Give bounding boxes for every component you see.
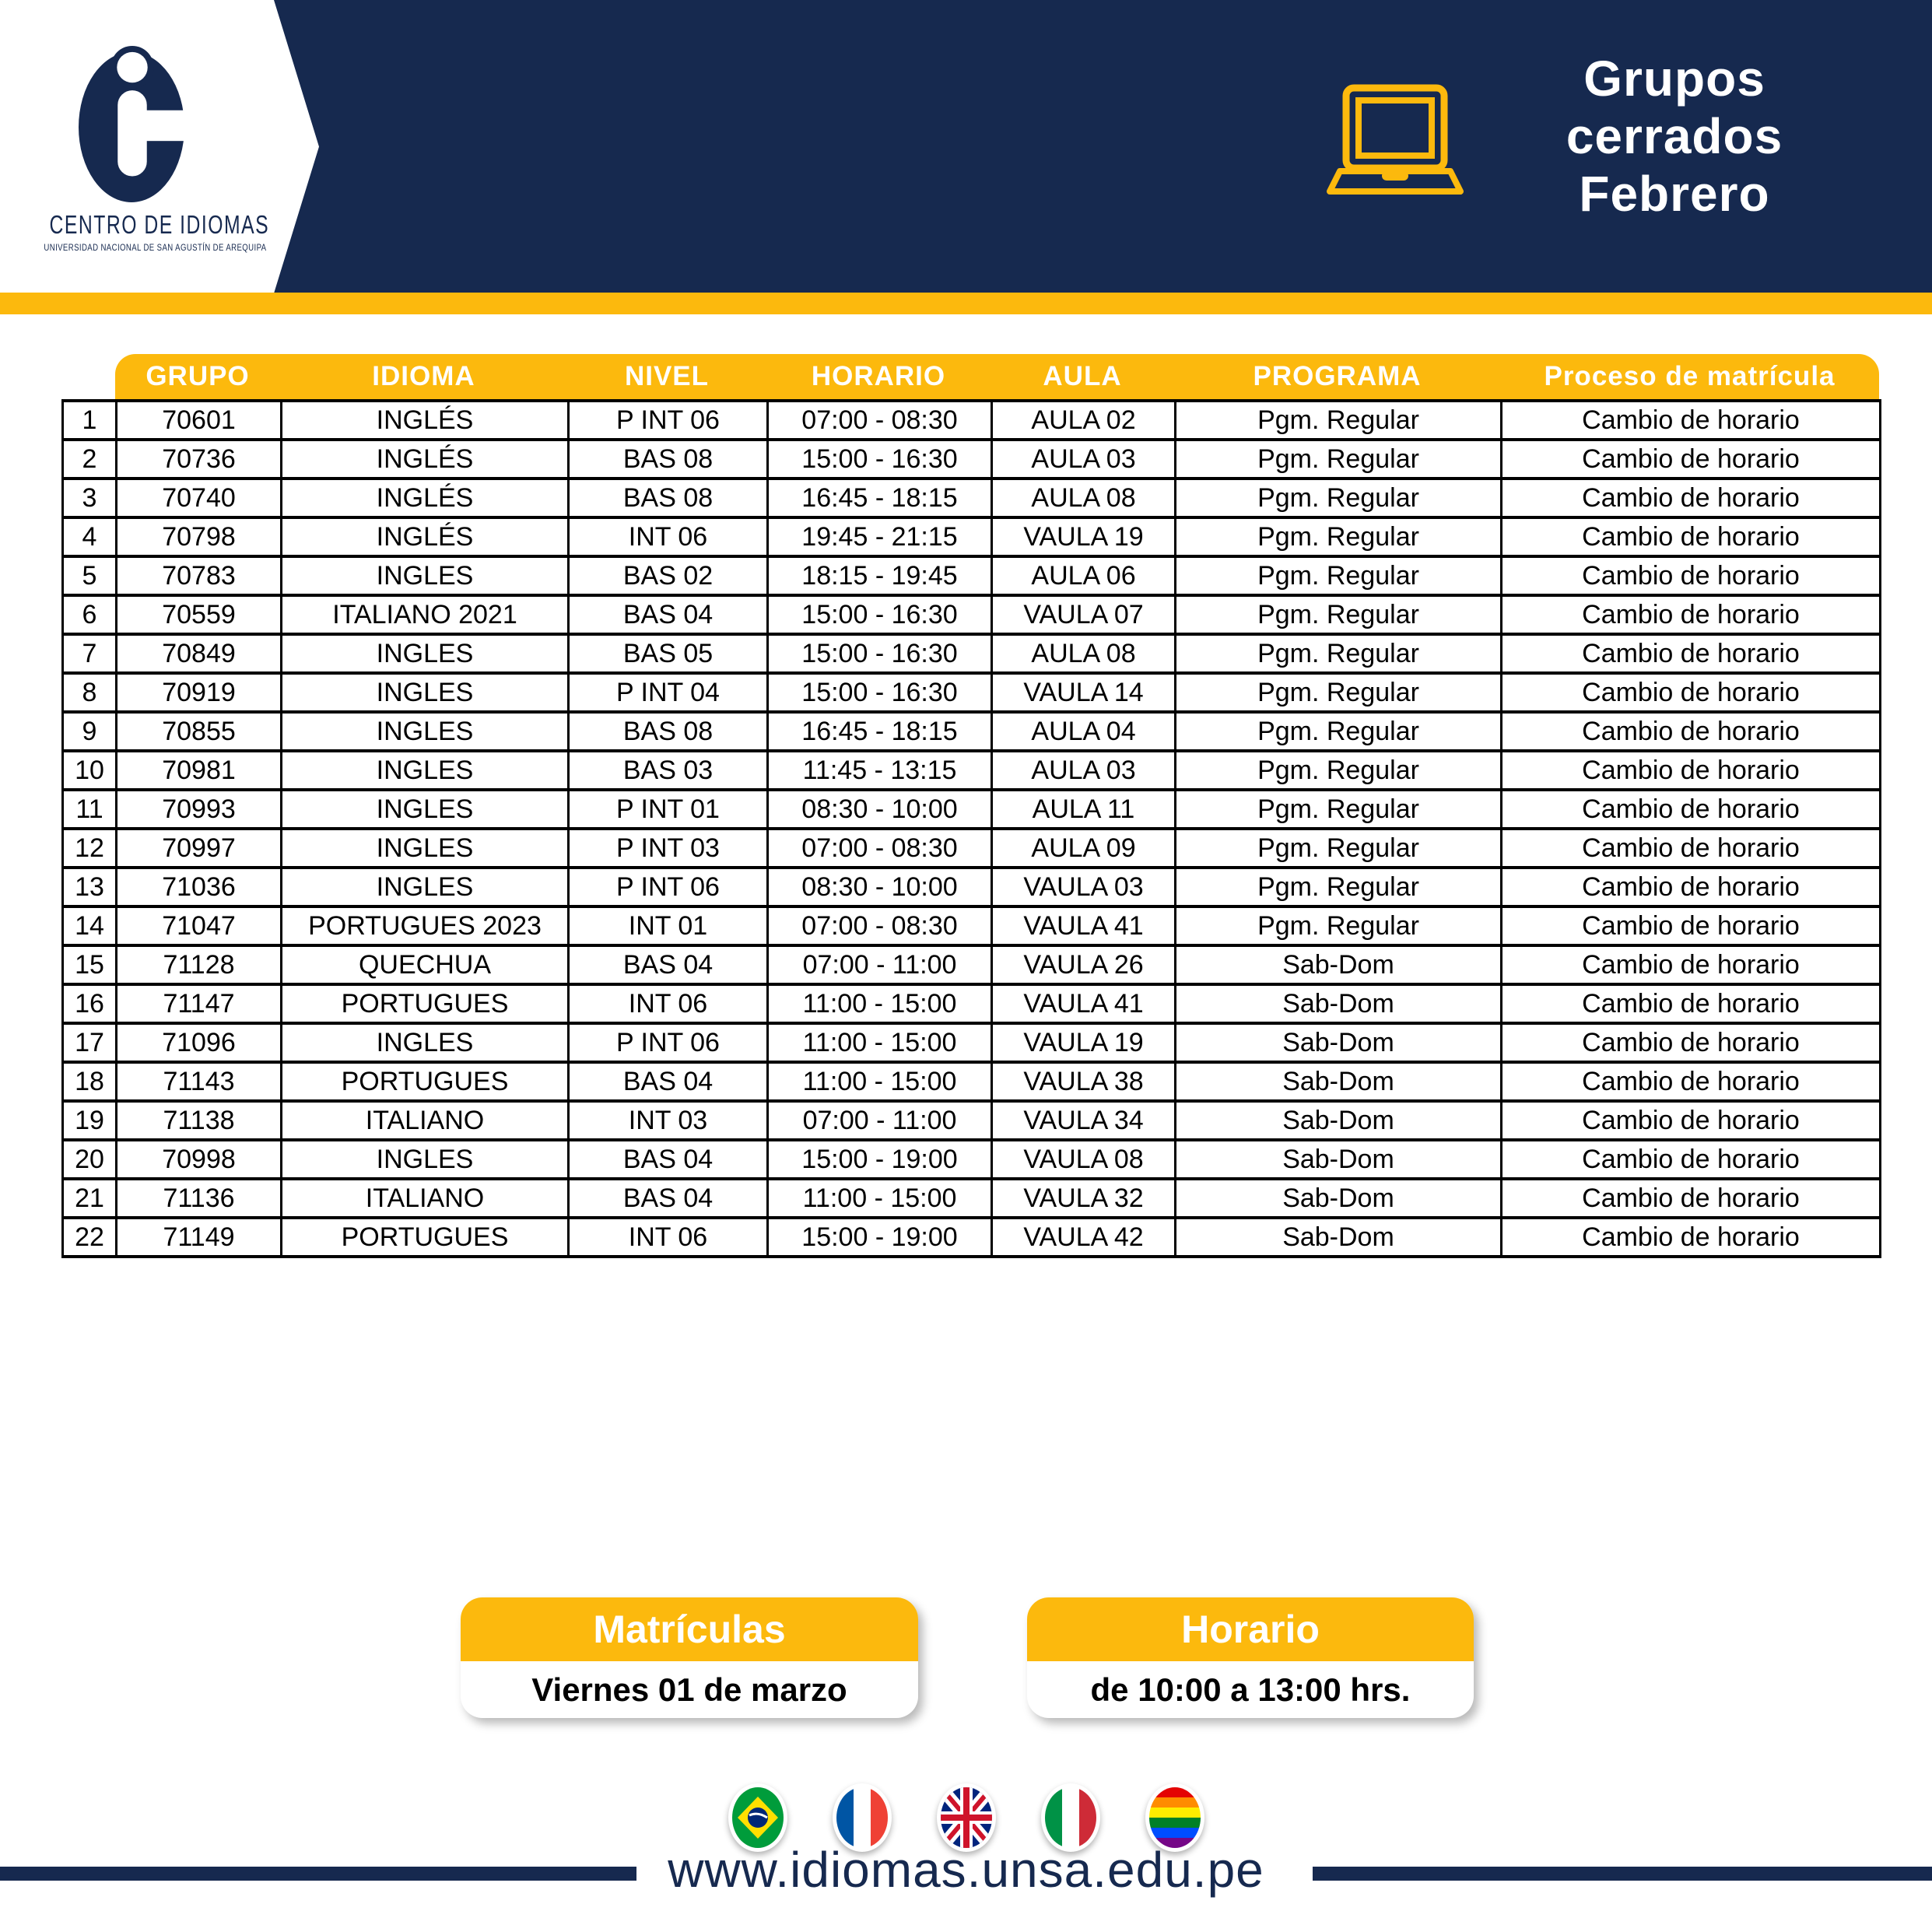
- cell-horario: 07:00 - 11:00: [768, 945, 992, 984]
- cell-nivel: BAS 04: [569, 1179, 768, 1218]
- cell-num: 16: [63, 984, 117, 1023]
- cell-proceso: Cambio de horario: [1502, 1140, 1881, 1179]
- table-row: [63, 1062, 1881, 1101]
- cell-grupo: 71036: [117, 868, 282, 906]
- table-row: [63, 440, 1881, 479]
- cell-idioma: INGLES: [282, 868, 569, 906]
- cell-num: 11: [63, 790, 117, 829]
- cell-programa: Pgm. Regular: [1176, 906, 1502, 945]
- table-row: [63, 712, 1881, 751]
- cell-num: 19: [63, 1101, 117, 1140]
- cell-idioma: INGLÉS: [282, 479, 569, 517]
- cell-grupo: 70993: [117, 790, 282, 829]
- cell-nivel: BAS 02: [569, 556, 768, 595]
- cell-grupo: 70919: [117, 673, 282, 712]
- cell-aula: VAULA 34: [992, 1101, 1176, 1140]
- cell-nivel: INT 06: [569, 517, 768, 556]
- cell-grupo: 70736: [117, 440, 282, 479]
- cell-horario: 07:00 - 11:00: [768, 1101, 992, 1140]
- cell-nivel: P INT 06: [569, 401, 768, 440]
- cell-idioma: PORTUGUES 2023: [282, 906, 569, 945]
- cell-proceso: Cambio de horario: [1502, 751, 1881, 790]
- cell-proceso: Cambio de horario: [1502, 673, 1881, 712]
- cell-nivel: INT 01: [569, 906, 768, 945]
- cell-grupo: 70981: [117, 751, 282, 790]
- cell-num: 6: [63, 595, 117, 634]
- cell-grupo: 71138: [117, 1101, 282, 1140]
- cell-aula: VAULA 32: [992, 1179, 1176, 1218]
- cell-programa: Sab-Dom: [1176, 1179, 1502, 1218]
- cell-horario: 08:30 - 10:00: [768, 790, 992, 829]
- table-row: [63, 1218, 1881, 1257]
- table-row: [63, 1140, 1881, 1179]
- cell-proceso: Cambio de horario: [1502, 712, 1881, 751]
- cell-proceso: Cambio de horario: [1502, 401, 1881, 440]
- table-row: [63, 556, 1881, 595]
- table-row: [63, 868, 1881, 906]
- cell-nivel: BAS 05: [569, 634, 768, 673]
- horario-badge-time: de 10:00 a 13:00 hrs.: [1090, 1671, 1411, 1708]
- cell-programa: Sab-Dom: [1176, 1140, 1502, 1179]
- cell-idioma: ITALIANO: [282, 1179, 569, 1218]
- cell-nivel: BAS 08: [569, 712, 768, 751]
- cell-programa: Sab-Dom: [1176, 945, 1502, 984]
- cell-proceso: Cambio de horario: [1502, 984, 1881, 1023]
- cell-horario: 11:00 - 15:00: [768, 1179, 992, 1218]
- cell-programa: Pgm. Regular: [1176, 401, 1502, 440]
- cell-programa: Sab-Dom: [1176, 984, 1502, 1023]
- cell-idioma: PORTUGUES: [282, 1062, 569, 1101]
- cell-aula: VAULA 41: [992, 906, 1176, 945]
- cell-programa: Sab-Dom: [1176, 1062, 1502, 1101]
- cell-aula: AULA 03: [992, 751, 1176, 790]
- cell-aula: VAULA 07: [992, 595, 1176, 634]
- cell-proceso: Cambio de horario: [1502, 517, 1881, 556]
- cell-grupo: 71149: [117, 1218, 282, 1257]
- table-row: [63, 984, 1881, 1023]
- cell-idioma: PORTUGUES: [282, 984, 569, 1023]
- table-row: [63, 906, 1881, 945]
- cell-proceso: Cambio de horario: [1502, 945, 1881, 984]
- cell-num: 2: [63, 440, 117, 479]
- cell-grupo: 70997: [117, 829, 282, 868]
- page-title: [1480, 50, 1869, 223]
- cell-horario: 15:00 - 16:30: [768, 673, 992, 712]
- cell-num: 3: [63, 479, 117, 517]
- cell-nivel: BAS 04: [569, 595, 768, 634]
- groups-table: [61, 354, 1879, 1258]
- cell-num: 1: [63, 401, 117, 440]
- cell-proceso: Cambio de horario: [1502, 440, 1881, 479]
- cell-nivel: INT 06: [569, 1218, 768, 1257]
- logo-title: CENTRO DE IDIOMAS: [49, 210, 270, 239]
- cell-grupo: 71143: [117, 1062, 282, 1101]
- column-header-idioma: IDIOMA: [372, 361, 475, 391]
- cell-programa: Pgm. Regular: [1176, 673, 1502, 712]
- cell-nivel: BAS 03: [569, 751, 768, 790]
- cell-programa: Pgm. Regular: [1176, 712, 1502, 751]
- cell-proceso: Cambio de horario: [1502, 479, 1881, 517]
- cell-horario: 11:00 - 15:00: [768, 984, 992, 1023]
- cell-horario: 15:00 - 19:00: [768, 1140, 992, 1179]
- cell-num: 10: [63, 751, 117, 790]
- cell-nivel: BAS 04: [569, 1140, 768, 1179]
- cell-grupo: 70740: [117, 479, 282, 517]
- cell-horario: 15:00 - 19:00: [768, 1218, 992, 1257]
- cell-aula: VAULA 14: [992, 673, 1176, 712]
- cell-idioma: INGLÉS: [282, 517, 569, 556]
- table-row: [63, 401, 1881, 440]
- cell-grupo: 71128: [117, 945, 282, 984]
- cell-num: 22: [63, 1218, 117, 1257]
- cell-num: 5: [63, 556, 117, 595]
- cell-grupo: 70601: [117, 401, 282, 440]
- table-row: [63, 673, 1881, 712]
- horario-badge: [1027, 1597, 1474, 1718]
- cell-num: 12: [63, 829, 117, 868]
- cell-aula: AULA 04: [992, 712, 1176, 751]
- page-title-line-1: Grupos: [1583, 51, 1765, 107]
- cell-grupo: 70998: [117, 1140, 282, 1179]
- logo: [22, 43, 270, 253]
- cell-aula: AULA 08: [992, 634, 1176, 673]
- cell-num: 20: [63, 1140, 117, 1179]
- cell-idioma: INGLES: [282, 1140, 569, 1179]
- cell-horario: 07:00 - 08:30: [768, 401, 992, 440]
- cell-nivel: P INT 04: [569, 673, 768, 712]
- cell-num: 4: [63, 517, 117, 556]
- cell-grupo: 70783: [117, 556, 282, 595]
- cell-horario: 15:00 - 16:30: [768, 634, 992, 673]
- column-header-grupo: GRUPO: [146, 361, 250, 391]
- cell-nivel: P INT 06: [569, 868, 768, 906]
- cell-programa: Pgm. Regular: [1176, 595, 1502, 634]
- cell-idioma: INGLES: [282, 1023, 569, 1062]
- cell-nivel: P INT 06: [569, 1023, 768, 1062]
- column-header-nivel: NIVEL: [624, 361, 710, 391]
- matriculas-badge: [461, 1597, 918, 1718]
- page-title-line-2: cerrados: [1566, 108, 1783, 164]
- horario-badge-title: Horario: [1027, 1597, 1474, 1661]
- cell-grupo: 71047: [117, 906, 282, 945]
- cell-nivel: BAS 08: [569, 440, 768, 479]
- cell-horario: 15:00 - 16:30: [768, 595, 992, 634]
- table-row: [63, 1101, 1881, 1140]
- column-header-proceso: Proceso de matrícula: [1544, 361, 1836, 391]
- table-header: [115, 354, 1879, 399]
- cell-grupo: 71096: [117, 1023, 282, 1062]
- column-header-aula: AULA: [1043, 361, 1122, 391]
- cell-idioma: ITALIANO: [282, 1101, 569, 1140]
- cell-idioma: INGLES: [282, 829, 569, 868]
- cell-aula: AULA 08: [992, 479, 1176, 517]
- cell-proceso: Cambio de horario: [1502, 556, 1881, 595]
- cell-aula: VAULA 19: [992, 1023, 1176, 1062]
- matriculas-badge-date: Viernes 01 de marzo: [531, 1671, 847, 1708]
- cell-num: 18: [63, 1062, 117, 1101]
- table-row: [63, 1179, 1881, 1218]
- cell-idioma: INGLES: [282, 673, 569, 712]
- cell-proceso: Cambio de horario: [1502, 1179, 1881, 1218]
- cell-aula: VAULA 19: [992, 517, 1176, 556]
- cell-horario: 07:00 - 08:30: [768, 906, 992, 945]
- cell-nivel: INT 06: [569, 984, 768, 1023]
- cell-nivel: P INT 01: [569, 790, 768, 829]
- column-header-horario: HORARIO: [811, 361, 946, 391]
- cell-proceso: Cambio de horario: [1502, 790, 1881, 829]
- cell-horario: 08:30 - 10:00: [768, 868, 992, 906]
- cell-horario: 11:45 - 13:15: [768, 751, 992, 790]
- cell-grupo: 70559: [117, 595, 282, 634]
- cell-nivel: INT 03: [569, 1101, 768, 1140]
- cell-nivel: BAS 08: [569, 479, 768, 517]
- cell-idioma: INGLÉS: [282, 401, 569, 440]
- table-row: [63, 595, 1881, 634]
- cell-programa: Pgm. Regular: [1176, 440, 1502, 479]
- table-row: [63, 790, 1881, 829]
- cell-horario: 18:15 - 19:45: [768, 556, 992, 595]
- cell-nivel: BAS 04: [569, 1062, 768, 1101]
- cell-proceso: Cambio de horario: [1502, 1218, 1881, 1257]
- cell-aula: AULA 02: [992, 401, 1176, 440]
- cell-idioma: INGLES: [282, 751, 569, 790]
- cell-programa: Sab-Dom: [1176, 1218, 1502, 1257]
- laptop-icon: [1321, 84, 1469, 209]
- cell-idioma: INGLES: [282, 712, 569, 751]
- cell-horario: 11:00 - 15:00: [768, 1023, 992, 1062]
- cell-programa: Sab-Dom: [1176, 1101, 1502, 1140]
- cell-idioma: QUECHUA: [282, 945, 569, 984]
- cell-horario: 11:00 - 15:00: [768, 1062, 992, 1101]
- column-header-programa: PROGRAMA: [1253, 361, 1422, 391]
- cell-num: 15: [63, 945, 117, 984]
- cell-proceso: Cambio de horario: [1502, 634, 1881, 673]
- cell-num: 21: [63, 1179, 117, 1218]
- cell-aula: VAULA 08: [992, 1140, 1176, 1179]
- cell-programa: Pgm. Regular: [1176, 829, 1502, 868]
- table-row: [63, 517, 1881, 556]
- table-row: [63, 479, 1881, 517]
- cell-proceso: Cambio de horario: [1502, 595, 1881, 634]
- website-url: www.idiomas.unsa.edu.pe: [668, 1842, 1264, 1898]
- cell-grupo: 70849: [117, 634, 282, 673]
- cell-horario: 15:00 - 16:30: [768, 440, 992, 479]
- table-row: [63, 634, 1881, 673]
- cell-num: 8: [63, 673, 117, 712]
- cell-num: 14: [63, 906, 117, 945]
- cell-idioma: INGLES: [282, 556, 569, 595]
- cell-aula: VAULA 42: [992, 1218, 1176, 1257]
- cell-programa: Sab-Dom: [1176, 1023, 1502, 1062]
- cell-proceso: Cambio de horario: [1502, 906, 1881, 945]
- cell-horario: 19:45 - 21:15: [768, 517, 992, 556]
- cell-proceso: Cambio de horario: [1502, 868, 1881, 906]
- cell-horario: 16:45 - 18:15: [768, 712, 992, 751]
- cell-proceso: Cambio de horario: [1502, 829, 1881, 868]
- cell-horario: 07:00 - 08:30: [768, 829, 992, 868]
- cell-aula: AULA 06: [992, 556, 1176, 595]
- cell-aula: VAULA 41: [992, 984, 1176, 1023]
- cell-idioma: INGLES: [282, 634, 569, 673]
- cell-aula: VAULA 26: [992, 945, 1176, 984]
- cell-programa: Pgm. Regular: [1176, 479, 1502, 517]
- cell-proceso: Cambio de horario: [1502, 1101, 1881, 1140]
- cell-num: 7: [63, 634, 117, 673]
- cell-aula: AULA 09: [992, 829, 1176, 868]
- cell-idioma: ITALIANO 2021: [282, 595, 569, 634]
- cell-proceso: Cambio de horario: [1502, 1062, 1881, 1101]
- matriculas-badge-title: Matrículas: [461, 1597, 918, 1661]
- cell-idioma: PORTUGUES: [282, 1218, 569, 1257]
- table-row: [63, 751, 1881, 790]
- table-row: [63, 829, 1881, 868]
- cell-grupo: 71147: [117, 984, 282, 1023]
- cell-aula: AULA 03: [992, 440, 1176, 479]
- cell-aula: VAULA 03: [992, 868, 1176, 906]
- cell-grupo: 70798: [117, 517, 282, 556]
- cell-idioma: INGLÉS: [282, 440, 569, 479]
- table-row: [63, 1023, 1881, 1062]
- cell-programa: Pgm. Regular: [1176, 634, 1502, 673]
- cell-programa: Pgm. Regular: [1176, 790, 1502, 829]
- cell-num: 17: [63, 1023, 117, 1062]
- cell-nivel: P INT 03: [569, 829, 768, 868]
- cell-programa: Pgm. Regular: [1176, 556, 1502, 595]
- table-row: [63, 945, 1881, 984]
- cell-aula: VAULA 38: [992, 1062, 1176, 1101]
- cell-num: 13: [63, 868, 117, 906]
- logo-subtitle: UNIVERSIDAD NACIONAL DE SAN AGUSTÍN DE AREQUIPA: [44, 242, 267, 253]
- cell-aula: AULA 11: [992, 790, 1176, 829]
- cell-num: 9: [63, 712, 117, 751]
- cell-idioma: INGLES: [282, 790, 569, 829]
- cell-programa: Pgm. Regular: [1176, 517, 1502, 556]
- cell-programa: Pgm. Regular: [1176, 868, 1502, 906]
- centro-de-idiomas-logo-icon: [79, 43, 186, 204]
- cell-programa: Pgm. Regular: [1176, 751, 1502, 790]
- cell-horario: 16:45 - 18:15: [768, 479, 992, 517]
- cell-grupo: 70855: [117, 712, 282, 751]
- cell-nivel: BAS 04: [569, 945, 768, 984]
- cell-grupo: 71136: [117, 1179, 282, 1218]
- table-body: [63, 401, 1881, 1257]
- cell-proceso: Cambio de horario: [1502, 1023, 1881, 1062]
- header-yellow-stripe: [0, 293, 1932, 314]
- page-title-line-3: Febrero: [1579, 166, 1770, 222]
